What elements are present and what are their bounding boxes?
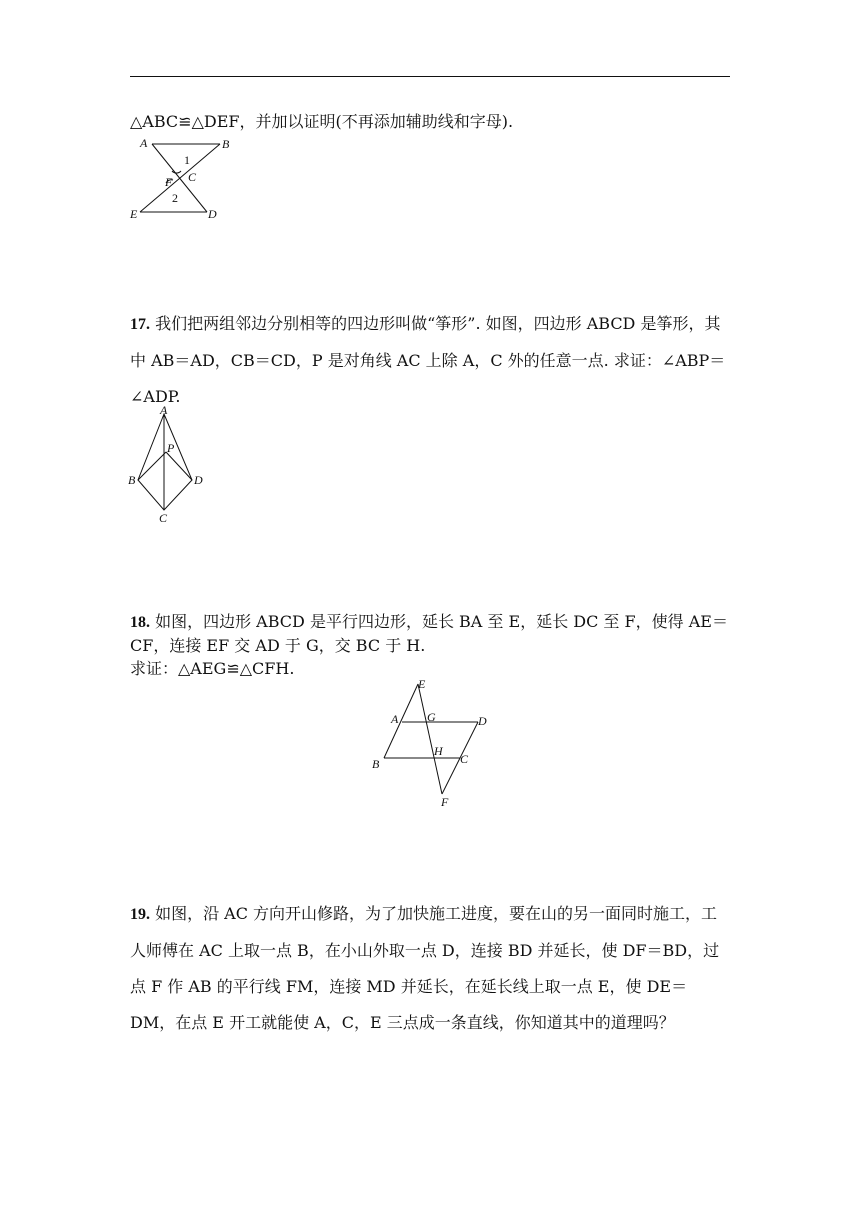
q19-text <box>130 896 732 1041</box>
label-a: A <box>160 403 168 417</box>
label-a: A <box>140 136 148 150</box>
q16-body: △ABC≌△DEF，并加以证明(不再添加辅助线和字母). <box>130 112 514 131</box>
q17-body: 我们把两组邻边分别相等的四边形叫做“筝形”. 如图，四边形 ABCD 是筝形，其中 AB＝AD，CB＝CD，P 是对角线 AC 上除 A，C 外的任意一点. 求证：∠ABP＝∠ADP. <box>130 314 726 406</box>
figure-16 <box>126 134 230 224</box>
label-c: C <box>159 511 168 525</box>
segment-bp <box>138 452 166 480</box>
label-f: F <box>441 795 449 809</box>
kite-abcd <box>138 414 192 510</box>
label-b: B <box>372 757 380 771</box>
figure-17 <box>126 402 210 526</box>
label-c: C <box>460 752 469 766</box>
q18-text <box>130 610 732 680</box>
label-angle-2: 2 <box>172 191 178 205</box>
label-b: B <box>128 473 136 487</box>
header-rule <box>130 76 730 77</box>
q19-number: 19. <box>130 906 150 923</box>
label-d: D <box>478 714 487 728</box>
segment-be <box>384 684 418 758</box>
segment-ef <box>418 684 442 794</box>
angle-1-arc <box>172 171 181 173</box>
label-h: H <box>434 744 443 758</box>
figure-18 <box>368 672 492 812</box>
label-p: P <box>167 441 175 455</box>
q18-number: 18. <box>130 614 150 631</box>
label-c: C <box>188 170 197 184</box>
label-e: E <box>418 677 426 691</box>
label-e: E <box>130 207 138 221</box>
q19-body: 如图，沿 AC 方向开山修路，为了加快施工进度，要在山的另一面同时施工，工人师傅在 AC 上取一点 B，在小山外取一点 D，连接 BD 并延长，使 DF＝BD，过点 F 作 AB 的平行线 FM，连接 MD 并延长，在延长线上取一点 E，使 DE＝DM，在点 E 开工就能使 A，C，E 三点成一条直线，你知道其中的道理吗？ <box>130 904 720 1032</box>
q18-prove: 求证：△AEG≌△CFH. <box>130 659 295 678</box>
label-a: A <box>391 712 399 726</box>
q17-text <box>130 306 732 415</box>
label-d: D <box>194 473 203 487</box>
label-g: G <box>427 710 436 724</box>
segment-pd <box>166 452 192 480</box>
label-b: B <box>222 137 230 151</box>
label-angle-1: 1 <box>184 153 190 167</box>
label-f: F <box>165 175 173 189</box>
q18-body: 如图，四边形 ABCD 是平行四边形，延长 BA 至 E，延长 DC 至 F，使得 AE＝CF，连接 EF 交 AD 于 G，交 BC 于 H. <box>130 612 728 655</box>
q17-number: 17. <box>130 316 150 333</box>
label-d: D <box>208 207 217 221</box>
segment-be <box>140 144 220 212</box>
